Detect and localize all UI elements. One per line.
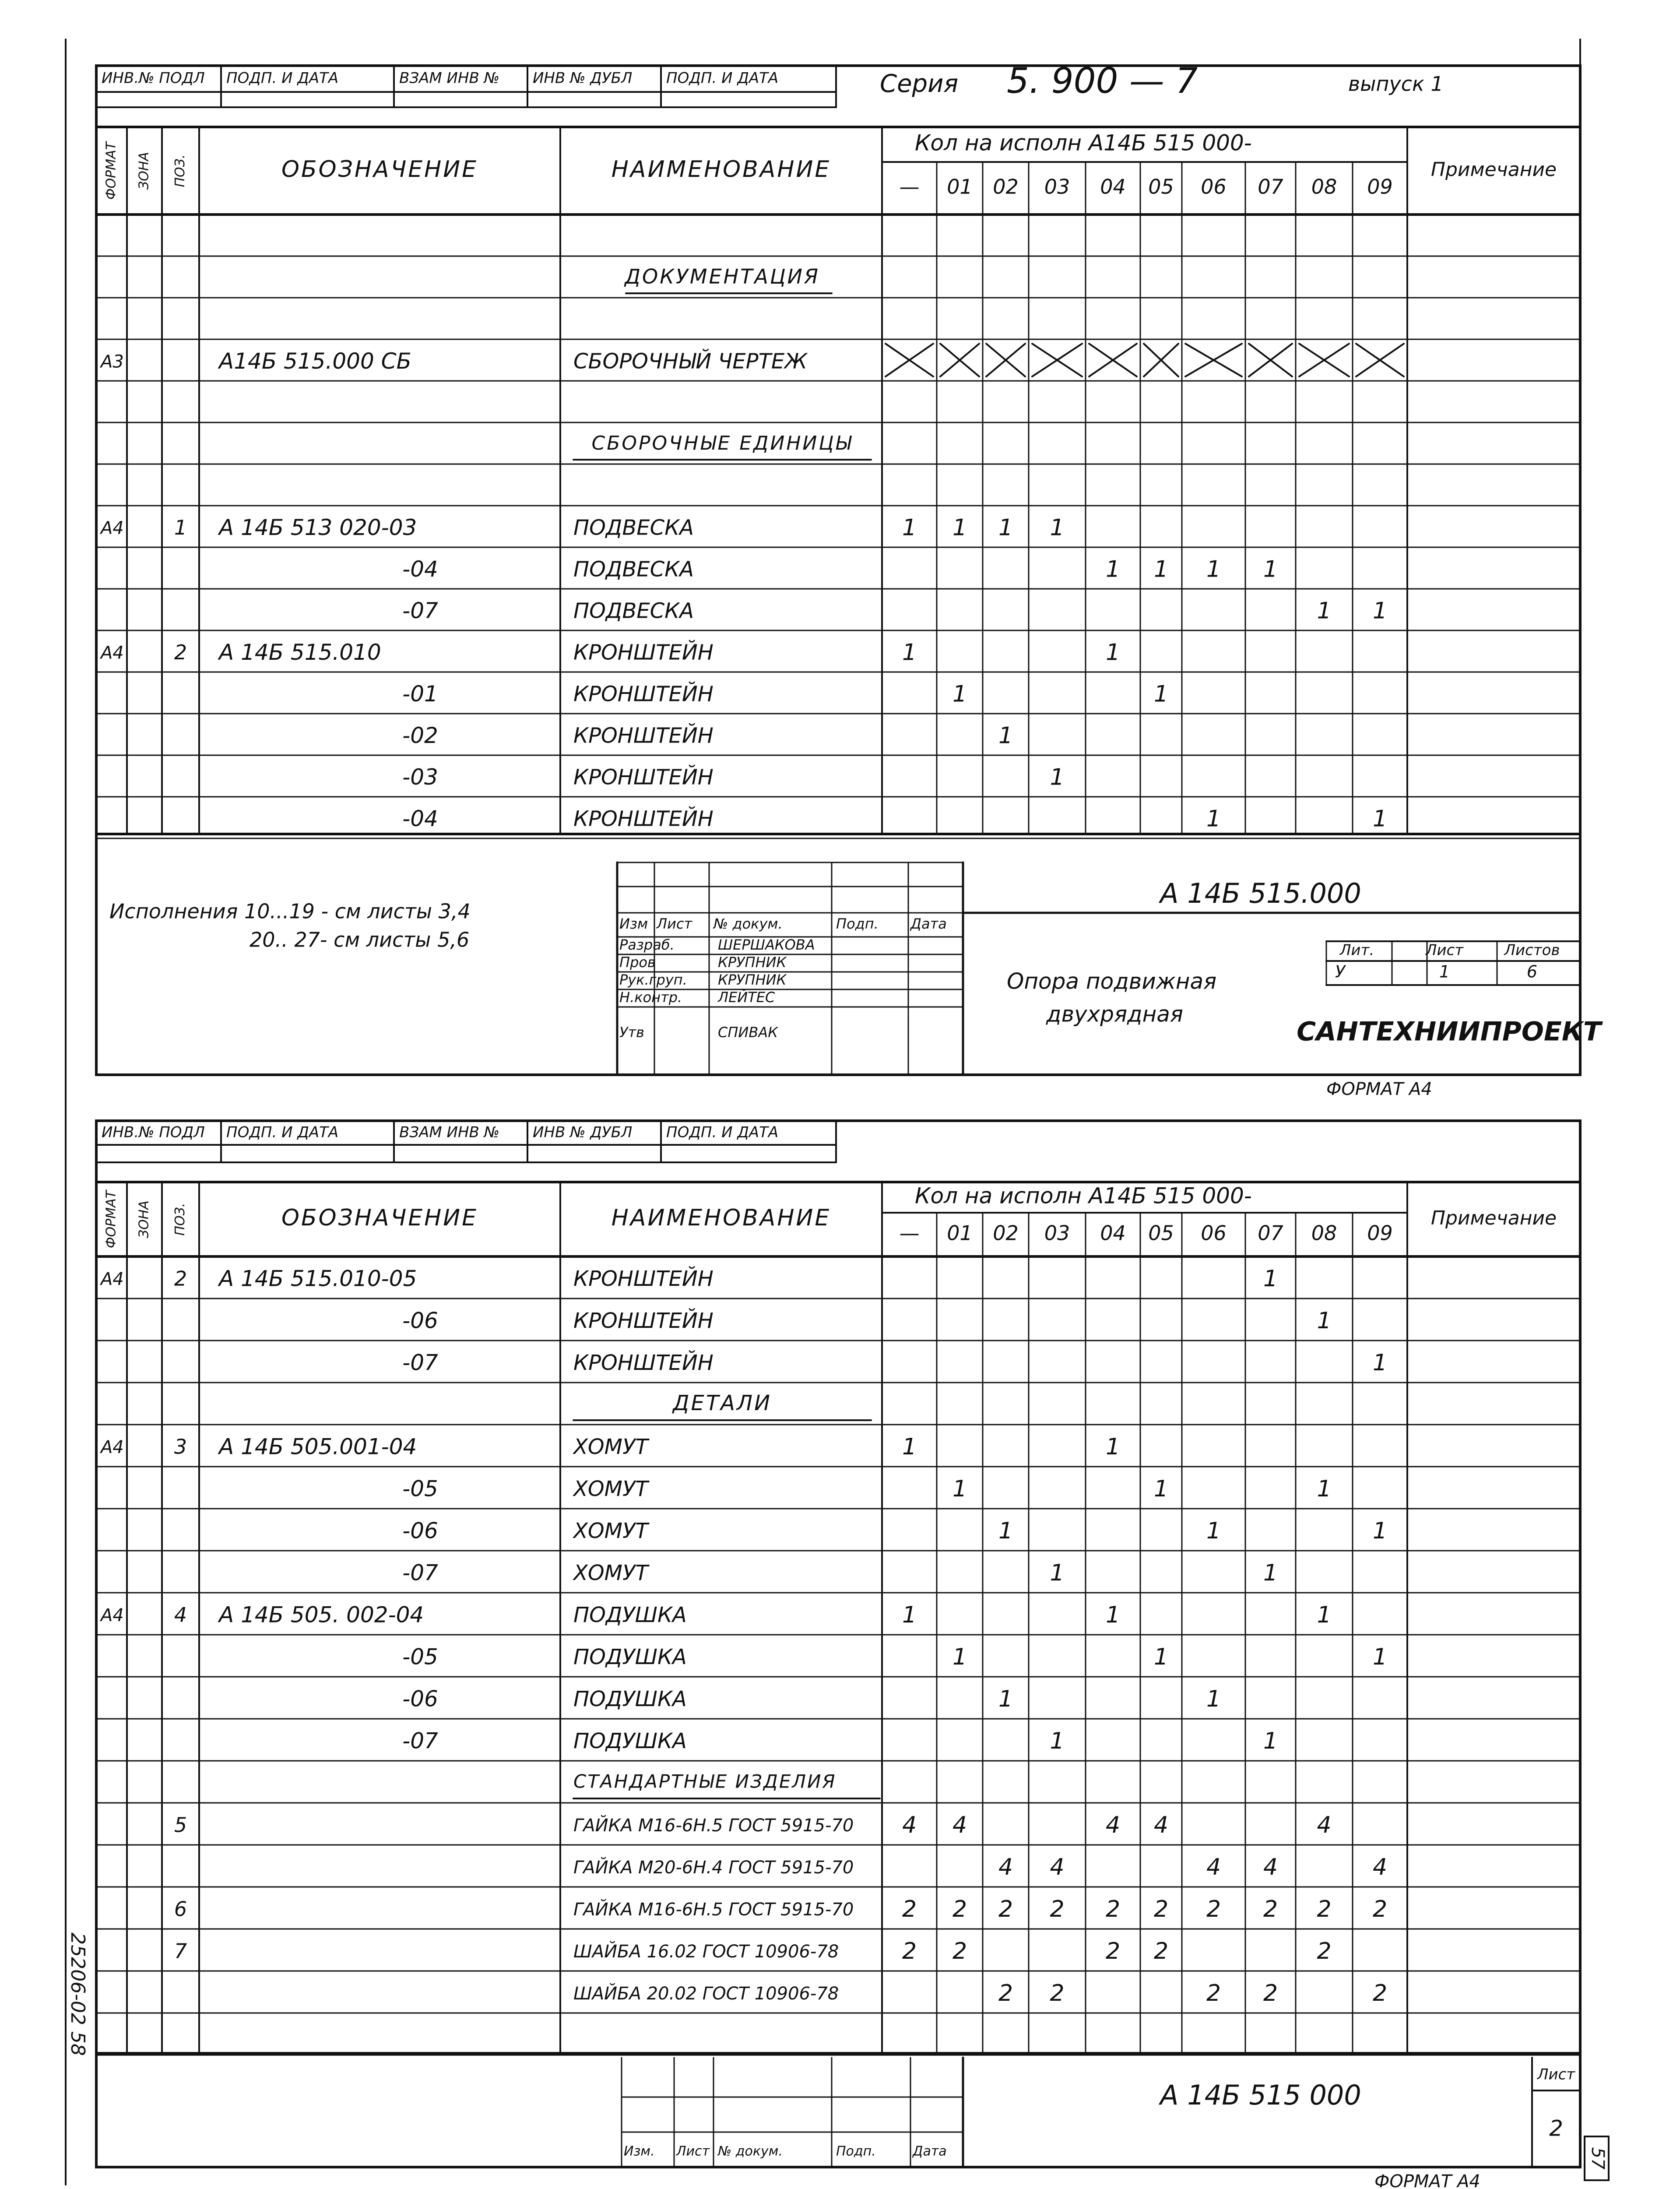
sheet1-row-qty: 1 <box>1317 598 1332 624</box>
sheet2-row-designation: -07 <box>402 1728 438 1754</box>
sheet2-row-qty: 2 <box>1372 1896 1388 1922</box>
sheet1-row-qty: 1 <box>1206 806 1221 832</box>
sheet2-row-designation: -05 <box>402 1476 438 1502</box>
sheet1-variant-header: 02 <box>993 175 1019 199</box>
sheet2-row-qty: 1 <box>1105 1602 1121 1628</box>
sheet2-row-format: А4 <box>101 1437 124 1457</box>
sheet2-row-qty: 2 <box>1206 1980 1221 2006</box>
sheet1-pos-header: ПОЗ. <box>172 154 188 187</box>
tb-title-line1: Опора подвижная <box>1007 968 1217 994</box>
sheet2-zone-header: ЗОНА <box>136 1200 152 1238</box>
sheet2-row-qty: 1 <box>998 1686 1013 1712</box>
sheet1-row-qty: 1 <box>998 514 1013 541</box>
sheet2-row-qty: 1 <box>952 1476 967 1502</box>
sheet2-row-designation: -05 <box>402 1644 438 1670</box>
sheet2-row-qty: 2 <box>1317 1896 1332 1922</box>
tb-sheet-label: Лист <box>1425 941 1464 959</box>
tb-lit-value: У <box>1335 962 1346 982</box>
tb-person: КРУПНИК <box>718 971 787 988</box>
sheet2-variant-header: 05 <box>1148 1221 1174 1245</box>
sheet2-row-name: ПОДУШКА <box>573 1687 687 1711</box>
sheet2-note-header: Примечание <box>1430 1207 1557 1229</box>
sheet2-row-qty: 2 <box>902 1938 917 1964</box>
tb2-header-cell: Подп. <box>836 2143 876 2159</box>
tb-role: Разраб. <box>619 936 675 953</box>
tb-format-1: ФОРМАТ А4 <box>1326 1079 1432 1099</box>
sheet2-row-qty: 2 <box>1153 1938 1169 1964</box>
sheet1-row-name: СБОРОЧНЫЙ ЧЕРТЕЖ <box>573 349 807 374</box>
sheet2-row-designation: А 14Б 505.001-04 <box>219 1434 417 1460</box>
sheet2-row-qty: 1 <box>1050 1560 1065 1586</box>
sheet2-row-qty: 1 <box>1105 1434 1121 1460</box>
sheet2-row-qty: 2 <box>1206 1896 1221 1922</box>
tb2-doc-code: А 14Б 515 000 <box>1160 2079 1361 2112</box>
tb-org: САНТЕХНИИПРОЕКТ <box>1297 1016 1601 1047</box>
strip-cell-label: ПОДП. И ДАТА <box>226 69 339 87</box>
sheet2-variant-header: 09 <box>1367 1221 1393 1245</box>
sheet2-row-designation: -07 <box>402 1560 438 1586</box>
sheet2-row-qty: 2 <box>1153 1896 1169 1922</box>
sheet2-row-qty: 1 <box>902 1602 917 1628</box>
sheet1-designation-header: ОБОЗНАЧЕНИЕ <box>281 156 478 183</box>
sheet2-row-qty: 1 <box>1317 1308 1332 1334</box>
sheet2-row-name: ПОДУШКА <box>573 1645 687 1669</box>
sheet2-row-position: 5 <box>174 1813 187 1837</box>
page-number: 57 <box>1588 2147 1608 2170</box>
strip2-cell-label: ИНВ № ДУБЛ <box>533 1123 633 1141</box>
sheet1-variant-header: 06 <box>1201 175 1227 199</box>
sheet2-row-qty: 4 <box>1206 1854 1221 1880</box>
strip2-cell-label: ВЗАМ ИНВ № <box>399 1123 500 1141</box>
sheet2-row-name: ПОДУШКА <box>573 1729 687 1753</box>
tb-doc-code: А 14Б 515.000 <box>1160 877 1361 910</box>
sheet1-row-name: ПОДВЕСКА <box>573 515 694 540</box>
side-code: 25206-02 58 <box>67 1932 89 2056</box>
sheet1-row-qty: 1 <box>1153 556 1169 583</box>
tb-person: ЛЕЙТЕС <box>718 989 775 1006</box>
sheet1-zone-header: ЗОНА <box>136 152 152 190</box>
sheet2-row-name: ШАЙБА 20.02 ГОСТ 10906-78 <box>573 1984 839 2004</box>
sheet2-row-position: 4 <box>174 1603 187 1627</box>
sheet2-row-designation: А 14Б 505. 002-04 <box>219 1602 424 1628</box>
sheet2-row-qty: 2 <box>1263 1896 1278 1922</box>
sheet2-row-qty: 2 <box>952 1896 967 1922</box>
tb2-header-cell: Изм. <box>624 2143 655 2159</box>
sheet2-row-designation: -06 <box>402 1686 438 1712</box>
tb-person: ШЕРШАКОВА <box>718 936 815 953</box>
tb-header-cell: Изм <box>619 915 648 932</box>
sheet2-row-name: КРОНШТЕЙН <box>573 1351 713 1375</box>
issue-label: выпуск 1 <box>1348 72 1444 96</box>
sheet2-format-header: ФОРМАТ <box>103 1190 119 1249</box>
sheet2-variant-header: 08 <box>1311 1221 1337 1245</box>
variants-note-line2: 20.. 27- см листы 5,6 <box>250 928 470 952</box>
tb-title-line2: двухрядная <box>1046 1001 1184 1027</box>
sheet2-designation-header: ОБОЗНАЧЕНИЕ <box>281 1205 478 1231</box>
sheet1-row-name: КРОНШТЕЙН <box>573 806 713 831</box>
sheet2-row-qty: 1 <box>1206 1686 1221 1712</box>
sheet2-row-qty: 2 <box>902 1896 917 1922</box>
sheet2-pos-header: ПОЗ. <box>172 1203 188 1236</box>
sheet2-row-qty: 1 <box>1372 1518 1388 1544</box>
sheet1-row-name: КРОНШТЕЙН <box>573 682 713 707</box>
strip-cell-label: ИНВ.№ ПОДЛ <box>102 69 205 87</box>
tb-person: СПИВАК <box>718 1024 778 1041</box>
strip2-cell-label: ПОДП. И ДАТА <box>666 1123 779 1141</box>
tb2-sheet-value: 2 <box>1549 2115 1563 2141</box>
sheet1-row-qty: 1 <box>1105 639 1121 666</box>
sheet1-row-designation: -04 <box>402 556 438 582</box>
sheet1-row-designation: -07 <box>402 598 438 623</box>
sheet2-row-name: ГАЙКА М16-6Н.5 ГОСТ 5915-70 <box>573 1816 854 1836</box>
tb-role: Н.контр. <box>619 989 682 1006</box>
sheet2-row-qty: 1 <box>1372 1350 1388 1376</box>
tb-role: Утв <box>619 1024 644 1041</box>
sheet1-row-name: ПОДВЕСКА <box>573 598 694 623</box>
sheet2-row-qty: 2 <box>1263 1980 1278 2006</box>
sheet2-row-qty: 4 <box>1263 1854 1278 1880</box>
sheet1-variant-header: 05 <box>1148 175 1174 199</box>
sheet2-row-qty: 1 <box>1206 1518 1221 1544</box>
tb-sheet-value: 1 <box>1439 962 1450 982</box>
sheet1-row-designation: А14Б 515.000 СБ <box>219 348 411 374</box>
sheet1-row-designation: -01 <box>402 681 438 707</box>
sheet1-row-designation: -02 <box>402 723 438 748</box>
sheet2-variant-header: 01 <box>947 1221 973 1245</box>
sheet2-row-name: ХОМУТ <box>573 1561 648 1585</box>
sheet2-row-qty: 2 <box>1317 1938 1332 1964</box>
sheet2-row-name: ГАЙКА М20-6Н.4 ГОСТ 5915-70 <box>573 1858 854 1878</box>
sheet2-qty-title: Кол на исполн А14Б 515 000- <box>915 1183 1252 1209</box>
sheet1-row-name: КРОНШТЕЙН <box>573 723 713 748</box>
sheet2-row-format: А4 <box>101 1269 124 1289</box>
sheet2-row-qty: 1 <box>1317 1476 1332 1502</box>
tb-role: Пров <box>619 954 656 971</box>
sheet2-row-qty: 4 <box>902 1812 917 1838</box>
sheet2-row-qty: 1 <box>1263 1560 1278 1586</box>
sheet1-row-designation: А 14Б 513 020-03 <box>219 515 417 540</box>
sheet2-variant-header: 07 <box>1258 1221 1283 1245</box>
sheet1-variant-header: 01 <box>947 175 973 199</box>
sheet2-row-qty: 2 <box>1372 1980 1388 2006</box>
sheet1-row-format: А4 <box>101 643 124 663</box>
strip2-cell-label: ИНВ.№ ПОДЛ <box>102 1123 205 1141</box>
sheet2-row-name: ХОМУТ <box>573 1519 648 1543</box>
sheet1-row-qty: 1 <box>902 639 917 666</box>
sheet2-variant-header: 03 <box>1044 1221 1070 1245</box>
sheet2-row-designation: -06 <box>402 1518 438 1544</box>
sheet2-row-qty: 4 <box>1317 1812 1332 1838</box>
tb2-format: ФОРМАТ А4 <box>1374 2171 1480 2189</box>
tb2-header-cell: Дата <box>913 2143 947 2159</box>
sheet2-row-position: 7 <box>174 1939 187 1963</box>
sheet2-variant-header: 02 <box>993 1221 1019 1245</box>
sheet2-row-position: 6 <box>174 1897 187 1921</box>
sheet1-qty-title: Кол на исполн А14Б 515 000- <box>915 130 1252 156</box>
sheet1-row-position: 2 <box>174 641 187 664</box>
sheet2-row-qty: 1 <box>1372 1644 1388 1670</box>
sheet1-row-name: КРОНШТЕЙН <box>573 640 713 665</box>
sheet2-row-format: А4 <box>101 1605 124 1626</box>
sheet2-row-designation: А 14Б 515.010-05 <box>219 1266 417 1292</box>
sheet1-name-header: НАИМЕНОВАНИЕ <box>611 156 831 183</box>
sheet2-row-qty: 4 <box>1372 1854 1388 1880</box>
sheet2-variant-header: — <box>899 1221 920 1245</box>
sheet1-row-qty: 1 <box>1050 764 1065 791</box>
sheet2-row-qty: 2 <box>952 1938 967 1964</box>
sheet2-row-qty: 2 <box>998 1980 1013 2006</box>
section-details: ДЕТАЛИ <box>673 1391 772 1415</box>
sheet1-row-name: КРОНШТЕЙН <box>573 765 713 790</box>
sheet2-row-name: ШАЙБА 16.02 ГОСТ 10906-78 <box>573 1942 839 1962</box>
tb2-header-cell: Лист <box>676 2143 710 2159</box>
sheet1-variant-header: 04 <box>1100 175 1126 199</box>
sheet2-name-header: НАИМЕНОВАНИЕ <box>611 1205 831 1231</box>
variants-note-line1: Исполнения 10...19 - см листы 3,4 <box>109 899 471 923</box>
sheet2-row-name: КРОНШТЕЙН <box>573 1267 713 1291</box>
sheet1-row-designation: -04 <box>402 806 438 831</box>
strip-cell-label: ВЗАМ ИНВ № <box>399 69 500 87</box>
sheet2-row-qty: 1 <box>1050 1728 1065 1754</box>
sheet2-row-qty: 1 <box>1263 1266 1278 1292</box>
sheet2-row-designation: -06 <box>402 1308 438 1334</box>
tb-role: Рук.груп. <box>619 971 687 988</box>
sheet1-format-header: ФОРМАТ <box>103 141 119 200</box>
sheet1-variant-header: 08 <box>1311 175 1337 199</box>
sheet2-row-qty: 1 <box>998 1518 1013 1544</box>
section-docs: ДОКУМЕНТАЦИЯ <box>625 264 820 289</box>
sheet1-note-header: Примечание <box>1430 158 1557 181</box>
strip-cell-label: ПОДП. И ДАТА <box>666 69 779 87</box>
sheet2-row-name: ГАЙКА М16-6Н.5 ГОСТ 5915-70 <box>573 1900 854 1920</box>
sheet1-variant-header: 03 <box>1044 175 1070 199</box>
sheet2-row-qty: 1 <box>902 1434 917 1460</box>
strip2-cell-label: ПОДП. И ДАТА <box>226 1123 339 1141</box>
sheet1-row-format: А4 <box>101 518 124 538</box>
sheet2-row-name: ХОМУТ <box>573 1435 648 1459</box>
sheet2-row-name: ПОДУШКА <box>573 1603 687 1627</box>
section-standard: СТАНДАРТНЫЕ ИЗДЕЛИЯ <box>573 1770 836 1792</box>
sheet1-variant-header: 09 <box>1367 175 1393 199</box>
sheet1-row-qty: 1 <box>1153 681 1169 707</box>
sheet2-row-qty: 1 <box>952 1644 967 1670</box>
tb-header-cell: Подп. <box>836 915 879 932</box>
tb-sheets-value: 6 <box>1526 962 1538 982</box>
sheet1-row-qty: 1 <box>1263 556 1278 583</box>
sheet2-row-qty: 4 <box>1050 1854 1065 1880</box>
sheet1-row-designation: -03 <box>402 764 438 790</box>
sheet1-row-format: А3 <box>101 352 124 372</box>
tb2-header-cell: № докум. <box>718 2143 783 2159</box>
sheet1-row-qty: 1 <box>998 722 1013 749</box>
sheet2-row-qty: 2 <box>1050 1980 1065 2006</box>
tb-header-cell: Дата <box>910 915 947 932</box>
strip-cell-label: ИНВ № ДУБЛ <box>533 69 633 87</box>
sheet2-row-qty: 1 <box>1263 1728 1278 1754</box>
sheet2-row-qty: 4 <box>998 1854 1013 1880</box>
sheet2-row-qty: 4 <box>952 1812 967 1838</box>
section-assemblies: СБОРОЧНЫЕ ЕДИНИЦЫ <box>591 432 853 454</box>
sheet1-variant-header: — <box>899 175 920 199</box>
tb-header-cell: Лист <box>657 915 692 932</box>
sheet2-row-designation: -07 <box>402 1350 438 1376</box>
tb-lit-label: Лит. <box>1339 941 1374 959</box>
sheet2-row-qty: 2 <box>1050 1896 1065 1922</box>
tb-person: КРУПНИК <box>718 954 787 971</box>
sheet1-row-qty: 1 <box>1372 598 1388 624</box>
tb2-sheet-label: Лист <box>1537 2066 1575 2083</box>
sheet1-variant-header: 07 <box>1258 175 1283 199</box>
sheet1-row-qty: 1 <box>1372 806 1388 832</box>
sheet1-row-qty: 1 <box>1206 556 1221 583</box>
sheet1-row-name: ПОДВЕСКА <box>573 557 694 582</box>
tb-header-cell: № докум. <box>713 915 783 932</box>
sheet1-row-qty: 1 <box>952 681 967 707</box>
sheet1-row-designation: А 14Б 515.010 <box>219 640 381 665</box>
series-number: 5. 900 — 7 <box>1007 60 1198 101</box>
sheet2-row-qty: 4 <box>1153 1812 1169 1838</box>
sheet2-variant-header: 04 <box>1100 1221 1126 1245</box>
sheet2-row-qty: 2 <box>998 1896 1013 1922</box>
tb-sheets-label: Листов <box>1504 941 1560 959</box>
sheet1-row-qty: 1 <box>1050 514 1065 541</box>
sheet1-row-qty: 1 <box>952 514 967 541</box>
series-label: Серия <box>880 70 959 99</box>
sheet1-row-position: 1 <box>174 516 187 539</box>
sheet2-row-qty: 4 <box>1105 1812 1121 1838</box>
sheet2-row-qty: 1 <box>1153 1476 1169 1502</box>
sheet2-variant-header: 06 <box>1201 1221 1227 1245</box>
sheet2-row-qty: 1 <box>1153 1644 1169 1670</box>
sheet2-row-qty: 2 <box>1105 1896 1121 1922</box>
sheet2-row-position: 2 <box>174 1267 187 1291</box>
sheet1-row-qty: 1 <box>902 514 917 541</box>
sheet2-row-name: КРОНШТЕЙН <box>573 1309 713 1333</box>
sheet2-row-name: ХОМУТ <box>573 1477 648 1501</box>
sheet2-row-position: 3 <box>174 1435 187 1459</box>
sheet2-row-qty: 1 <box>1317 1602 1332 1628</box>
sheet2-row-qty: 2 <box>1105 1938 1121 1964</box>
sheet1-row-qty: 1 <box>1105 556 1121 583</box>
